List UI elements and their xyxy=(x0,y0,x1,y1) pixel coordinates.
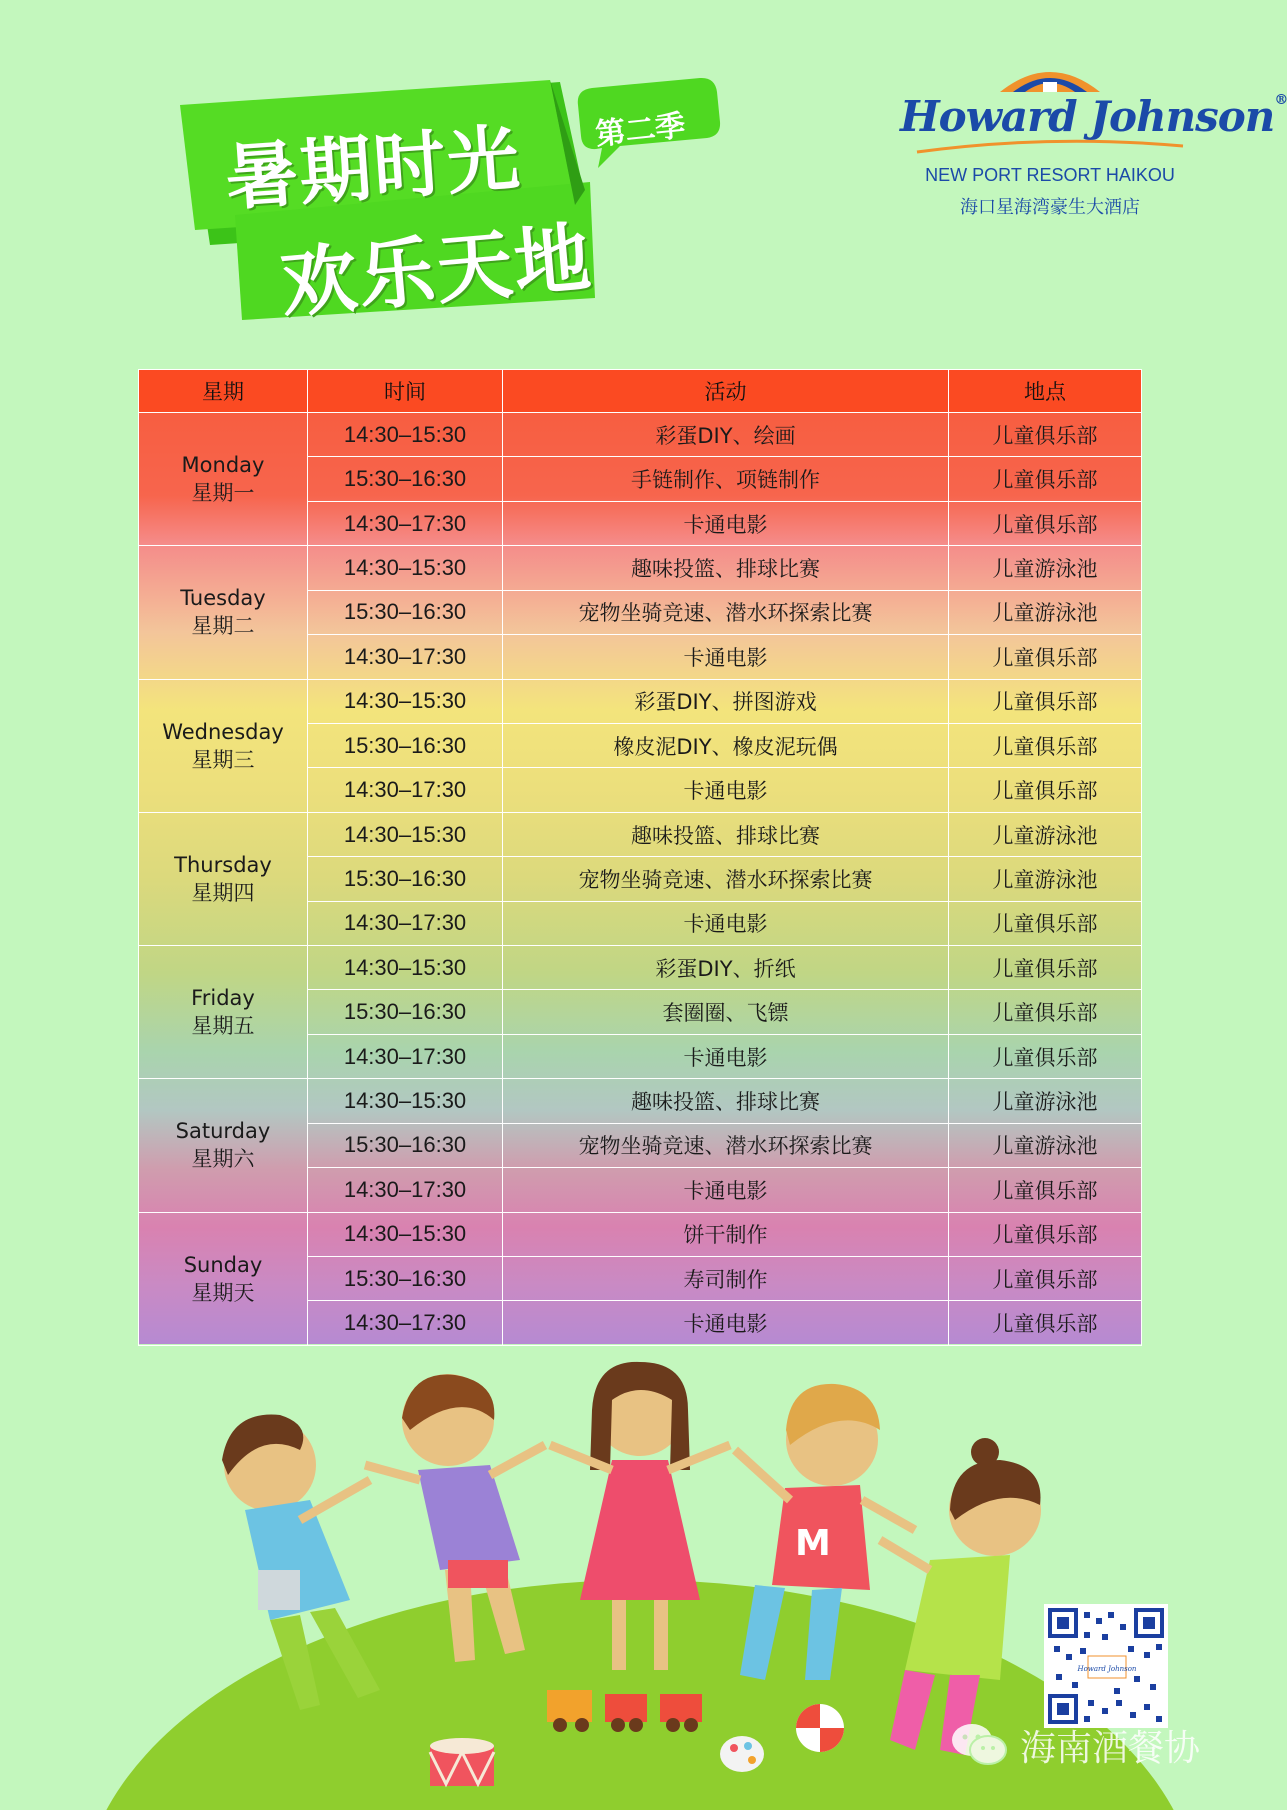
sun-arc-icon xyxy=(995,62,1105,94)
drum-icon xyxy=(430,1738,494,1786)
beach-ball-icon xyxy=(796,1704,844,1752)
qr-brand-mark: Howard Johnson xyxy=(1077,1665,1137,1673)
location-cell: 儿童俱乐部 xyxy=(949,457,1142,501)
weekday-cell xyxy=(139,812,308,945)
time-cell: 15:30–16:30 xyxy=(308,990,503,1034)
time-cell: 14:30–15:30 xyxy=(308,413,503,457)
activity-cell: 套圈圈、飞镖 xyxy=(503,990,949,1034)
header-time: 时间 xyxy=(308,370,503,413)
time-cell: 14:30–17:30 xyxy=(308,1301,503,1345)
schedule-table xyxy=(138,369,1142,1346)
location-cell: 儿童俱乐部 xyxy=(949,990,1142,1034)
activity-cell: 彩蛋DIY、拼图游戏 xyxy=(503,679,949,723)
time-cell: 14:30–15:30 xyxy=(308,812,503,856)
brand-chinese-name: 海口星海湾豪生大酒店 xyxy=(960,197,1140,218)
svg-text:M: M xyxy=(795,1523,831,1564)
time-cell: 15:30–16:30 xyxy=(308,1123,503,1167)
swoosh-icon xyxy=(915,138,1185,156)
brand-english-name: NEW PORT RESORT HAIKOU xyxy=(925,165,1175,185)
location-cell: 儿童俱乐部 xyxy=(949,413,1142,457)
title-line-2: 欢乐天地 xyxy=(277,212,596,329)
activity-cell: 橡皮泥DIY、橡皮泥玩偶 xyxy=(503,723,949,767)
location-cell: 儿童游泳池 xyxy=(949,546,1142,590)
activity-cell: 宠物坐骑竞速、潜水环探索比赛 xyxy=(503,1123,949,1167)
activity-cell: 卡通电影 xyxy=(503,1168,949,1212)
table-row xyxy=(139,1212,1142,1256)
time-cell: 15:30–16:30 xyxy=(308,457,503,501)
location-cell: 儿童游泳池 xyxy=(949,812,1142,856)
weekday-chinese: 星期五 xyxy=(191,1014,255,1039)
time-cell: 14:30–17:30 xyxy=(308,1034,503,1078)
time-cell: 14:30–15:30 xyxy=(308,679,503,723)
table-row xyxy=(139,679,1142,723)
brand-name xyxy=(900,92,1287,141)
activity-cell: 卡通电影 xyxy=(503,501,949,545)
time-cell: 14:30–17:30 xyxy=(308,901,503,945)
activity-cell: 饼干制作 xyxy=(503,1212,949,1256)
time-cell: 14:30–17:30 xyxy=(308,1168,503,1212)
weekday-chinese: 星期二 xyxy=(191,614,255,639)
location-cell: 儿童俱乐部 xyxy=(949,723,1142,767)
table-row xyxy=(139,1079,1142,1123)
weekday-chinese: 星期天 xyxy=(191,1280,255,1305)
time-cell: 14:30–15:30 xyxy=(308,1212,503,1256)
time-cell: 15:30–16:30 xyxy=(308,1257,503,1301)
header-location: 地点 xyxy=(949,370,1142,413)
header-weekday: 星期 xyxy=(139,370,308,413)
time-cell: 15:30–16:30 xyxy=(308,590,503,634)
weekday-english: Saturday xyxy=(175,1119,271,1144)
watermark-text: 海南酒餐协 xyxy=(1020,1727,1201,1769)
location-cell: 儿童俱乐部 xyxy=(949,901,1142,945)
paint-palette-icon xyxy=(720,1736,764,1772)
activity-schedule xyxy=(138,369,1141,1344)
time-cell: 14:30–17:30 xyxy=(308,635,503,679)
location-cell: 儿童俱乐部 xyxy=(949,635,1142,679)
location-cell: 儿童游泳池 xyxy=(949,590,1142,634)
location-cell: 儿童俱乐部 xyxy=(949,946,1142,990)
table-row xyxy=(139,946,1142,990)
title-line-1: 暑期时光 xyxy=(222,115,525,221)
activity-cell: 寿司制作 xyxy=(503,1257,949,1301)
watermark xyxy=(950,1720,1200,1770)
activity-cell: 趣味投篮、排球比赛 xyxy=(503,812,949,856)
weekday-cell xyxy=(139,946,308,1079)
location-cell: 儿童俱乐部 xyxy=(949,1301,1142,1345)
weekday-english: Tuesday xyxy=(180,586,266,611)
weekday-cell xyxy=(139,679,308,812)
weekday-cell xyxy=(139,546,308,679)
table-row xyxy=(139,812,1142,856)
location-cell: 儿童俱乐部 xyxy=(949,1034,1142,1078)
location-cell: 儿童游泳池 xyxy=(949,1079,1142,1123)
location-cell: 儿童俱乐部 xyxy=(949,501,1142,545)
registered-mark: ® xyxy=(1274,92,1287,108)
weekday-chinese: 星期三 xyxy=(191,747,255,772)
location-cell: 儿童俱乐部 xyxy=(949,1257,1142,1301)
location-cell: 儿童游泳池 xyxy=(949,1123,1142,1167)
weekday-cell xyxy=(139,413,308,546)
weekday-english: Wednesday xyxy=(162,719,284,744)
activity-cell: 手链制作、项链制作 xyxy=(503,457,949,501)
table-header-row xyxy=(139,370,1142,413)
weekday-english: Sunday xyxy=(183,1252,263,1277)
activity-cell: 卡通电影 xyxy=(503,635,949,679)
time-cell: 14:30–17:30 xyxy=(308,501,503,545)
weekday-cell xyxy=(139,1212,308,1345)
activity-cell: 宠物坐骑竞速、潜水环探索比赛 xyxy=(503,857,949,901)
time-cell: 15:30–16:30 xyxy=(308,723,503,767)
activity-cell: 卡通电影 xyxy=(503,1301,949,1345)
location-cell: 儿童俱乐部 xyxy=(949,679,1142,723)
child-figure xyxy=(222,1415,380,1710)
schedule-body xyxy=(139,413,1142,1346)
location-cell: 儿童俱乐部 xyxy=(949,1168,1142,1212)
wechat-icon xyxy=(950,1722,1008,1768)
location-cell: 儿童游泳池 xyxy=(949,857,1142,901)
location-cell: 儿童俱乐部 xyxy=(949,1212,1142,1256)
weekday-chinese: 星期一 xyxy=(191,481,255,506)
table-row xyxy=(139,413,1142,457)
time-cell: 14:30–15:30 xyxy=(308,946,503,990)
title-banner xyxy=(180,70,740,330)
activity-cell: 彩蛋DIY、绘画 xyxy=(503,413,949,457)
time-cell: 15:30–16:30 xyxy=(308,857,503,901)
activity-cell: 彩蛋DIY、折纸 xyxy=(503,946,949,990)
brand-logo xyxy=(900,62,1287,222)
season-badge: 第二季 xyxy=(593,108,687,153)
weekday-english: Thursday xyxy=(174,852,272,877)
activity-cell: 趣味投篮、排球比赛 xyxy=(503,546,949,590)
time-cell: 14:30–15:30 xyxy=(308,546,503,590)
weekday-cell xyxy=(139,1079,308,1212)
activity-cell: 卡通电影 xyxy=(503,901,949,945)
qr-code[interactable] xyxy=(1044,1604,1168,1728)
weekday-chinese: 星期四 xyxy=(191,880,255,905)
activity-cell: 卡通电影 xyxy=(503,768,949,812)
activity-cell: 趣味投篮、排球比赛 xyxy=(503,1079,949,1123)
brand-name-text: Howard Johnson xyxy=(900,92,1275,141)
weekday-chinese: 星期六 xyxy=(191,1147,255,1172)
location-cell: 儿童俱乐部 xyxy=(949,768,1142,812)
header-activity: 活动 xyxy=(503,370,949,413)
time-cell: 14:30–15:30 xyxy=(308,1079,503,1123)
time-cell: 14:30–17:30 xyxy=(308,768,503,812)
weekday-english: Friday xyxy=(191,986,255,1011)
table-row xyxy=(139,546,1142,590)
weekday-english: Monday xyxy=(181,453,265,478)
activity-cell: 卡通电影 xyxy=(503,1034,949,1078)
activity-cell: 宠物坐骑竞速、潜水环探索比赛 xyxy=(503,590,949,634)
